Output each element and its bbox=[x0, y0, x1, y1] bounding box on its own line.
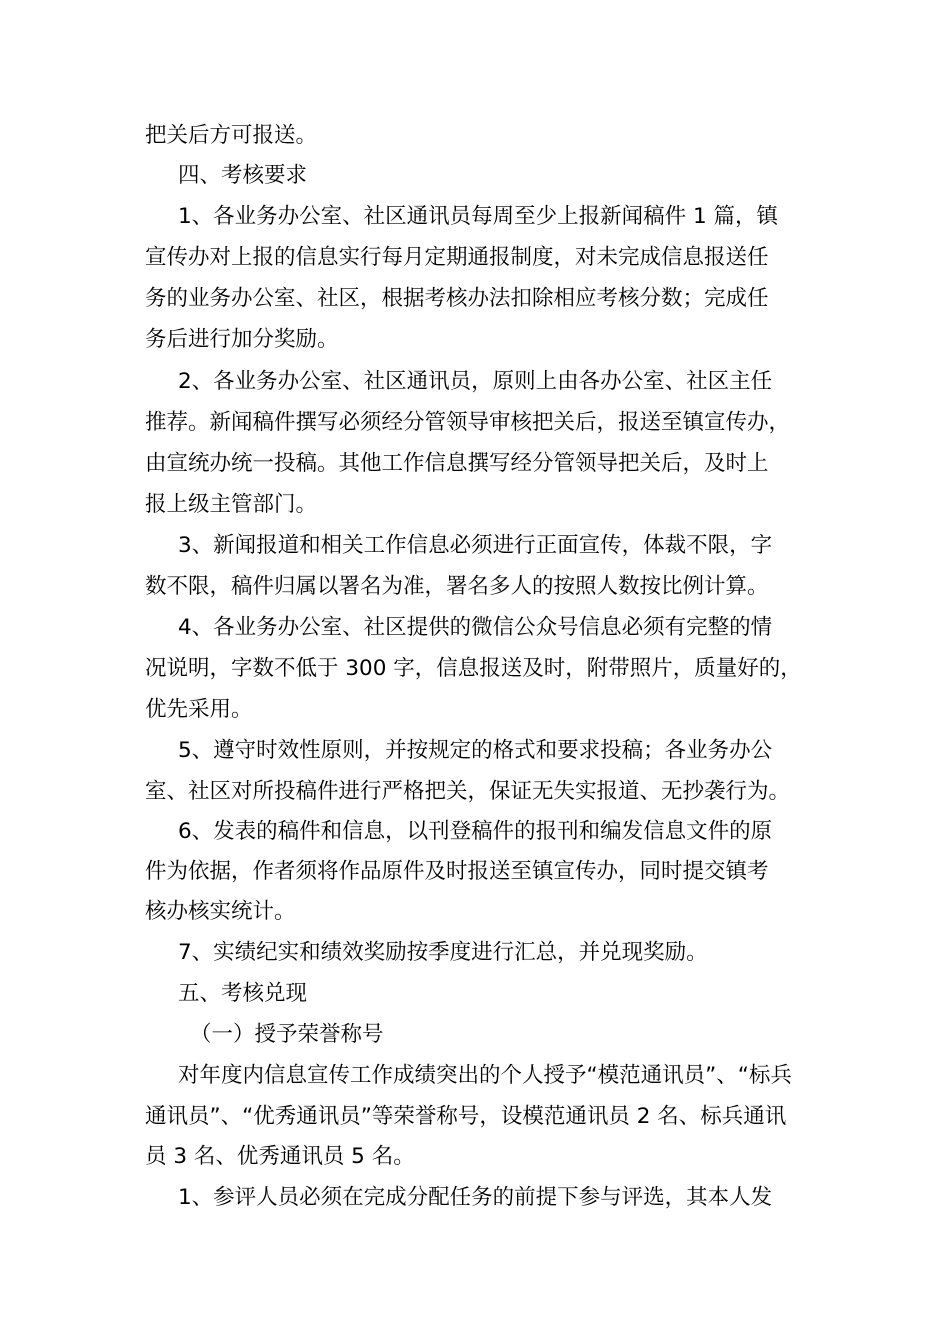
text-line: 务后进行加分奖励。 bbox=[145, 327, 339, 352]
text-line: 数不限，稿件归属以署名为准，署名多人的按照人数按比例计算。 bbox=[145, 574, 769, 599]
text-line: 务的业务办公室、社区，根据考核办法扣除相应考核分数；完成任 bbox=[145, 286, 769, 311]
text-line: 报上级主管部门。 bbox=[145, 492, 318, 517]
text-line: 6、发表的稿件和信息，以刊登稿件的报刊和编发信息文件的原 bbox=[178, 819, 773, 844]
text-line: 件为依据，作者须将作品原件及时报送至镇宣传办，同时提交镇考 bbox=[145, 859, 769, 884]
text-line: 1、参评人员必须在完成分配任务的前提下参与评选，其本人发 bbox=[178, 1185, 773, 1210]
text-line: 员 3 名、优秀通讯员 5 名。 bbox=[145, 1144, 415, 1169]
section-heading: 四、考核要求 bbox=[178, 163, 308, 188]
text-line: 室、社区对所投稿件进行严格把关，保证无失实报道、无抄袭行为。 bbox=[145, 779, 791, 804]
text-line: 况说明，字数不低于 300 字，信息报送及时，附带照片，质量好的， bbox=[145, 656, 802, 681]
text-line: 由宣统办统一投稿。其他工作信息撰写经分管领导把关后，及时上 bbox=[145, 451, 769, 476]
text-line: 2、各业务办公室、社区通讯员，原则上由各办公室、社区主任 bbox=[178, 369, 773, 394]
text-line: 5、遵守时效性原则，并按规定的格式和要求投稿；各业务办公 bbox=[178, 738, 773, 763]
text-line: 宣传办对上报的信息实行每月定期通报制度，对未完成信息报送任 bbox=[145, 245, 769, 270]
section-heading: 五、考核兑现 bbox=[178, 981, 308, 1006]
text-line: 推荐。新闻稿件撰写必须经分管领导审核把关后，报送至镇宣传办， bbox=[145, 410, 791, 435]
text-line: 核办核实统计。 bbox=[145, 899, 296, 924]
text-line: 1、各业务办公室、社区通讯员每周至少上报新闻稿件 1 篇，镇 bbox=[178, 204, 779, 229]
subsection-heading: （一）授予荣誉称号 bbox=[190, 1022, 384, 1047]
text-line: 3、新闻报道和相关工作信息必须进行正面宣传，体裁不限，字 bbox=[178, 533, 773, 558]
text-line: 对年度内信息宣传工作成绩突出的个人授予“模范通讯员”、“标兵 bbox=[178, 1063, 792, 1088]
text-line: 把关后方可报送。 bbox=[145, 123, 318, 148]
text-line: 4、各业务办公室、社区提供的微信公众号信息必须有完整的情 bbox=[178, 615, 773, 640]
text-line: 7、实绩纪实和绩效奖励按季度进行汇总，并兑现奖励。 bbox=[178, 940, 708, 965]
text-line: 优先采用。 bbox=[145, 697, 253, 722]
text-line: 通讯员”、“优秀通讯员”等荣誉称号，设模范通讯员 2 名、标兵通讯 bbox=[145, 1104, 787, 1129]
